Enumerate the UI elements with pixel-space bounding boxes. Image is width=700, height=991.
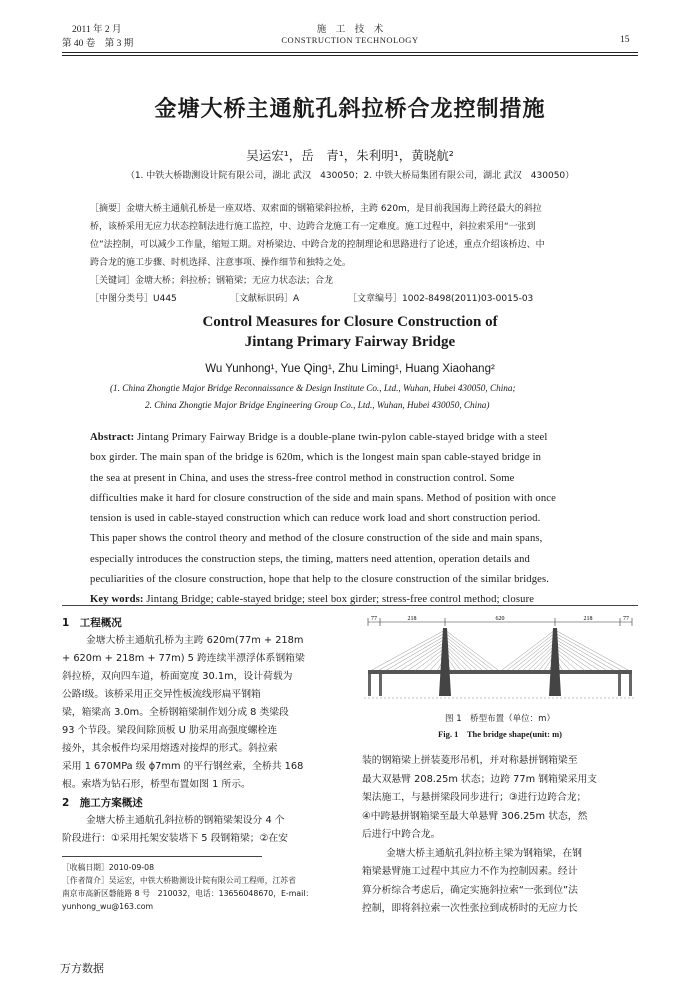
footnote-line: ［收稿日期］2010-09-08 xyxy=(62,863,155,872)
stay-cable xyxy=(518,639,555,670)
stay-cable xyxy=(445,630,498,670)
title-cn: 金塘大桥主通航孔斜拉桥合龙控制措施 xyxy=(154,97,546,122)
section-1-title: 1 工程概况 xyxy=(62,617,122,629)
body-line: 最大双悬臂 208.25m 状态；边跨 77m 钢箱梁采用支 xyxy=(362,773,598,785)
keywords-en-label: Key words: xyxy=(90,594,144,606)
pylon-right xyxy=(549,628,561,696)
footnote-line: 南京市高新区磐能路 8 号 210032，电话：13656048670，E-mail： xyxy=(62,889,314,898)
affiliation-cn: （1. 中铁大桥勘测设计院有限公司，湖北 武汉 430050；2. 中铁大桥局集团有限公司，湖北 武汉 430050） xyxy=(125,171,575,181)
figure-caption-cn: 图 1 桥型布置（单位：m） xyxy=(445,714,555,724)
header-journal-en: CONSTRUCTION TECHNOLOGY xyxy=(281,35,419,45)
abstract-en-line: especially introduces the construction steps, the timing, matters need attention, operation details and xyxy=(90,553,530,565)
stay-cable xyxy=(394,639,445,670)
stay-cable xyxy=(555,642,599,670)
body-line: 梁，箱梁高 3.0m。全桥钢箱梁制作划分成 8 类梁段 xyxy=(62,707,289,718)
right-column-text xyxy=(362,752,638,919)
footnote-line: ［作者简介］吴运宏，中铁大桥勘测设计院有限公司工程师，江苏省 xyxy=(62,876,296,885)
abstract-en xyxy=(90,428,610,611)
stay-cable xyxy=(445,642,477,670)
body-line: + 620m + 218m + 77m) 5 跨连续半漂浮体系钢箱梁 xyxy=(62,653,305,664)
abstract-cn-line: 桥，该桥采用无应力状态控制法进行施工监控，中、边跨合龙施工有一定难度。施工过程中，斜拉索采用“一张到 xyxy=(90,222,536,232)
section-divider xyxy=(62,605,638,606)
body-line: 采用 1 670MPa 级 ϕ7mm 的平行钢丝索，全桥共 168 xyxy=(62,761,304,772)
stay-cable xyxy=(409,645,446,670)
body-line: 根。索塔为钻石形，桥型布置如图 1 所示。 xyxy=(62,779,251,790)
left-column xyxy=(62,614,342,913)
pier xyxy=(629,674,632,696)
dim-label: 620 xyxy=(495,616,505,622)
header-journal-cn: 施 工 技 术 xyxy=(316,25,384,35)
abstract-en-line: the sea at present in China, and uses the stress-free control method in construction control. Some xyxy=(90,472,515,484)
section-2-title: 2 施工方案概述 xyxy=(62,797,143,809)
stay-cable xyxy=(555,633,621,670)
pier xyxy=(618,674,621,696)
authors-en: Wu Yunhong¹, Yue Qing¹, Zhu Liming¹, Huang Xiaohang² xyxy=(205,363,495,375)
abstract-en-label: Abstract: xyxy=(90,432,135,443)
stay-cable xyxy=(555,639,606,670)
abstract-cn-line: 位”法控制，可以减少工作量，缩短工期。对桥梁边、中跨合龙的控制理论和思路进行了论述，重点介绍该桥边、中 xyxy=(90,240,545,250)
document-code: ［文献标识码］A xyxy=(230,294,300,304)
abstract-en-line: Jintang Primary Fairway Bridge is a double-plane twin-pylon cable-stayed bridge with a steel xyxy=(137,432,548,443)
header-volume: 第 40 卷 第 3 期 xyxy=(62,39,134,49)
footnote xyxy=(62,861,342,913)
body-line: 金塘大桥主通航孔桥为主跨 620m(77m + 218m xyxy=(86,635,304,646)
body-line: 装的钢箱梁上拼装菱形吊机，并对称悬拼钢箱梁至 xyxy=(362,755,578,766)
stay-cable xyxy=(523,642,555,670)
affiliation-en-2: 2. China Zhongtie Major Bridge Engineering Group Co., Ltd., Wuhan, Hubei 430050, China) xyxy=(145,400,490,410)
abstract-en-line: box girder. The main span of the bridge is 620m, which is the longest main span cable-stayed bridge in xyxy=(90,452,542,464)
body-line: 斜拉桥，双向四车道，桥面宽度 30.1m，设计荷载为 xyxy=(62,671,293,682)
body-line: 架法施工，与悬拼梁段同步进行；③进行边跨合龙； xyxy=(362,792,587,803)
pier xyxy=(379,674,382,696)
dim-label: 218 xyxy=(583,616,593,622)
body-line: 金塘大桥主通航孔斜拉桥主梁为钢箱梁，在钢 xyxy=(386,847,582,859)
article-number: ［文章编号］1002-8498(2011)03-0015-03 xyxy=(348,294,534,304)
stay-cable xyxy=(445,639,482,670)
stay-cable xyxy=(372,630,445,670)
body-line: 箱梁悬臂施工过程中其应力不作为控制因素。经计 xyxy=(362,866,578,877)
class-number: ［中图分类号］U445 xyxy=(90,294,177,304)
abstract-en-line: difficulties make it hard for closure construction of the side and main spans. Method of position with once xyxy=(90,492,556,504)
abstract-en-line: peculiarities of the closure construction, hope that help to the closure construction of the similar bridges. xyxy=(90,574,550,586)
abstract-en-line: This paper shows the control theory and method of the closure construction of the side and main spans, xyxy=(90,533,543,545)
stay-cable xyxy=(401,642,445,670)
abstract-cn xyxy=(90,200,610,308)
bridge-figure xyxy=(360,614,640,714)
affiliation-en-1: (1. China Zhongtie Major Bridge Reconnaissance & Design Institute Co., Ltd., Wuhan, Hubei 430050, China; xyxy=(110,383,516,393)
bridge-diagram xyxy=(360,614,640,714)
keywords-cn: ［关键词］金塘大桥；斜拉桥；钢箱梁；无应力状态法；合龙 xyxy=(90,276,334,286)
stay-cables xyxy=(372,630,628,670)
body-line: 接外，其余板件均采用熔透对接焊的形式。斜拉索 xyxy=(62,743,278,754)
dim-label: 218 xyxy=(407,616,417,622)
body-line: 后进行中跨合龙。 xyxy=(362,829,441,840)
dim-label: 77 xyxy=(623,616,629,622)
body-line: 金塘大桥主通航孔斜拉桥的钢箱梁架设分 4 个 xyxy=(86,815,285,826)
stay-cable xyxy=(555,645,592,670)
pylon-left xyxy=(439,628,451,696)
pier xyxy=(368,674,371,696)
abstract-cn-line: 跨合龙的施工步骤、时机选择、注意事项、操作细节和独特之处。 xyxy=(90,258,352,268)
body-line: 控制，即将斜拉索一次性张拉到成桥时的无应力长 xyxy=(362,903,578,914)
abstract-en-line: tension is used in cable-stayed construction which can reduce work load and short construction period. xyxy=(90,513,541,525)
footnote-rule xyxy=(62,856,262,857)
footnote-line: yunhong_wu@163.com xyxy=(62,902,154,911)
header-rule-thin xyxy=(62,55,638,56)
watermark: 万方数据 xyxy=(60,962,104,975)
body-line: 算分析综合考虑后，确定实施斜拉索“一张到位”法 xyxy=(362,884,578,896)
header-date: 2011 年 2 月 xyxy=(72,25,122,35)
bridge-deck xyxy=(368,670,632,674)
keywords-en: Jintang Bridge; cable-stayed bridge; steel box girder; stress-free control method; closure xyxy=(146,594,535,606)
stay-cable xyxy=(502,630,555,670)
figure-caption-en: Fig. 1 The bridge shape(unit: m) xyxy=(438,729,562,739)
stay-cable xyxy=(555,630,628,670)
body-line: 阶段进行：①采用托架安装塔下 5 段钢箱梁；②在安 xyxy=(62,833,288,844)
body-line: 93 个节段。梁段间除顶板 U 肋采用高强度螺栓连 xyxy=(62,725,278,736)
title-en-line-1: Control Measures for Closure Construction of xyxy=(202,314,498,330)
stay-cable xyxy=(379,633,445,670)
dim-label: 77 xyxy=(371,616,377,622)
header-page-number: 15 xyxy=(620,35,630,45)
header-rule xyxy=(62,52,638,53)
body-line: 公路Ⅰ级。该桥采用正交异性板流线形扁平钢箱 xyxy=(62,689,261,700)
title-en-line-2: Jintang Primary Fairway Bridge xyxy=(244,334,456,350)
body-line: ④中跨悬拼钢箱梁至最大单悬臂 306.25m 状态，然 xyxy=(362,810,588,822)
abstract-cn-line: ［摘要］金塘大桥主通航孔桥是一座双塔、双索面的钢箱梁斜拉桥，主跨 620m，是目前我国海上跨径最大的斜拉 xyxy=(90,204,542,214)
authors-cn: 吴运宏¹，岳 青¹，朱利明¹，黄晓航² xyxy=(246,148,454,163)
